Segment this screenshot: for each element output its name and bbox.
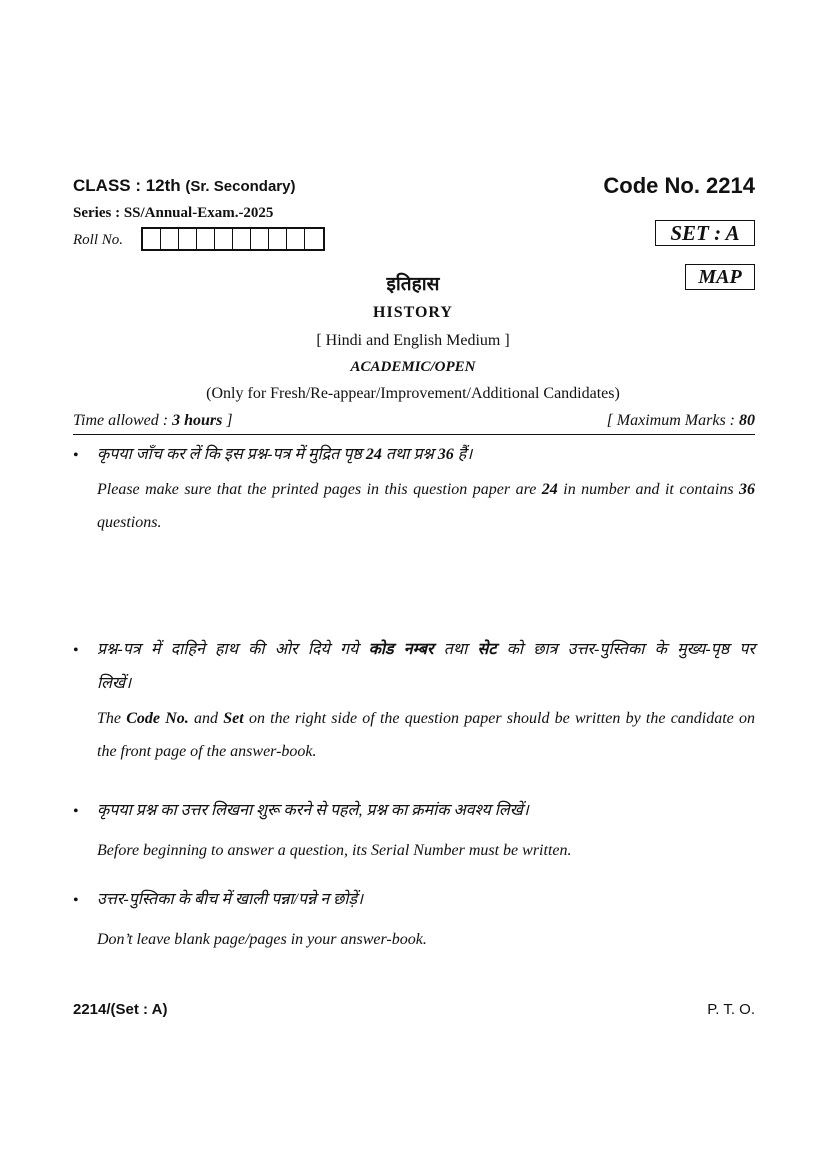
instruction-2-hindi-line-2: लिखें। bbox=[97, 675, 132, 692]
bullet-1: • bbox=[73, 447, 79, 464]
text: प्रश्न-पत्र में दाहिने हाथ की ओर दिये गये bbox=[97, 641, 369, 658]
series-line: Series : SS/Annual-Exam.-2025 bbox=[73, 205, 274, 221]
header-divider bbox=[73, 434, 755, 435]
hindi-subject-title: इतिहास bbox=[386, 274, 440, 295]
code-number: Code No. 2214 bbox=[603, 173, 755, 198]
bold-set: सेट bbox=[477, 641, 497, 658]
text: कृपया जाँच कर लें कि इस प्रश्न-पत्र में मुद्रित पृष्ठ bbox=[97, 446, 366, 463]
bold-number: 36 bbox=[739, 481, 756, 498]
text: Please make sure that the printed pages in this question paper are bbox=[97, 481, 542, 498]
bullet-2: • bbox=[73, 642, 79, 659]
class-text: CLASS : 12th bbox=[73, 176, 181, 195]
instruction-2-english bbox=[97, 702, 755, 768]
roll-digit-box[interactable] bbox=[197, 229, 215, 249]
roll-digit-box[interactable] bbox=[161, 229, 179, 249]
instruction-3-english: Before beginning to answer a question, its Serial Number must be written. bbox=[97, 842, 572, 859]
bold-number: 36 bbox=[437, 446, 454, 463]
instruction-4-hindi: उत्तर-पुस्तिका के बीच में खाली पन्ना/पन्ने न छोड़ें। bbox=[97, 891, 364, 908]
bullet-4: • bbox=[73, 892, 79, 909]
text: and bbox=[188, 710, 224, 727]
candidates-line: (Only for Fresh/Re-appear/Improvement/Additional Candidates) bbox=[206, 385, 620, 402]
text: The bbox=[97, 710, 127, 727]
footer-code: 2214/(Set : A) bbox=[73, 1001, 168, 1018]
footer-pto: P. T. O. bbox=[707, 1001, 755, 1018]
roll-digit-box[interactable] bbox=[269, 229, 287, 249]
class-label bbox=[73, 176, 295, 196]
marks-prefix: [ Maximum Marks : bbox=[606, 412, 739, 429]
instruction-2-hindi-line-1 bbox=[97, 635, 755, 665]
text: in number and it contains bbox=[557, 481, 740, 498]
text: तथा प्रश्न bbox=[381, 446, 438, 463]
map-badge: MAP bbox=[685, 264, 755, 290]
marks-value: 80 bbox=[739, 412, 755, 429]
medium-line: [ Hindi and English Medium ] bbox=[316, 332, 510, 349]
text: तथा bbox=[433, 641, 478, 658]
roll-digit-box[interactable] bbox=[179, 229, 197, 249]
text: को छात्र उत्तर-पुस्तिका के मुख्य-पृष्ठ पर bbox=[496, 641, 756, 658]
instruction-1-english bbox=[97, 473, 755, 539]
instruction-1-hindi bbox=[97, 440, 755, 470]
roll-digit-box[interactable] bbox=[215, 229, 233, 249]
bold-number: 24 bbox=[541, 481, 558, 498]
time-prefix: Time allowed : bbox=[73, 412, 173, 429]
bold-set: Set bbox=[223, 710, 244, 727]
instruction-4-english: Don’t leave blank page/pages in your answer-book. bbox=[97, 931, 427, 948]
time-value: 3 hours bbox=[172, 412, 223, 429]
roll-digit-box[interactable] bbox=[233, 229, 251, 249]
bold-code-number: कोड नम्बर bbox=[368, 641, 434, 658]
bold-number: 24 bbox=[365, 446, 382, 463]
text: हैं। bbox=[453, 446, 473, 463]
roll-digit-box[interactable] bbox=[287, 229, 305, 249]
set-badge: SET : A bbox=[655, 220, 755, 246]
roll-digit-box[interactable] bbox=[251, 229, 269, 249]
roll-number-boxes[interactable] bbox=[141, 227, 325, 251]
text: on the right side of the question paper should be written by the candidate on the front page of the answer-book. bbox=[97, 710, 756, 760]
roll-digit-box[interactable] bbox=[305, 229, 323, 249]
bold-code-no: Code No. bbox=[126, 710, 189, 727]
time-allowed bbox=[73, 412, 233, 430]
maximum-marks bbox=[607, 412, 755, 430]
academic-line: ACADEMIC/OPEN bbox=[350, 359, 476, 375]
bullet-3: • bbox=[73, 803, 79, 820]
text: questions. bbox=[97, 514, 162, 531]
class-sub-text: (Sr. Secondary) bbox=[185, 178, 296, 195]
roll-number-label: Roll No. bbox=[73, 232, 124, 248]
roll-digit-box[interactable] bbox=[143, 229, 161, 249]
time-suffix: ] bbox=[222, 412, 233, 429]
subject-title: HISTORY bbox=[373, 304, 453, 321]
instruction-3-hindi: कृपया प्रश्न का उत्तर लिखना शुरू करने से पहले, प्रश्न का क्रमांक अवश्य लिखें। bbox=[97, 802, 529, 819]
